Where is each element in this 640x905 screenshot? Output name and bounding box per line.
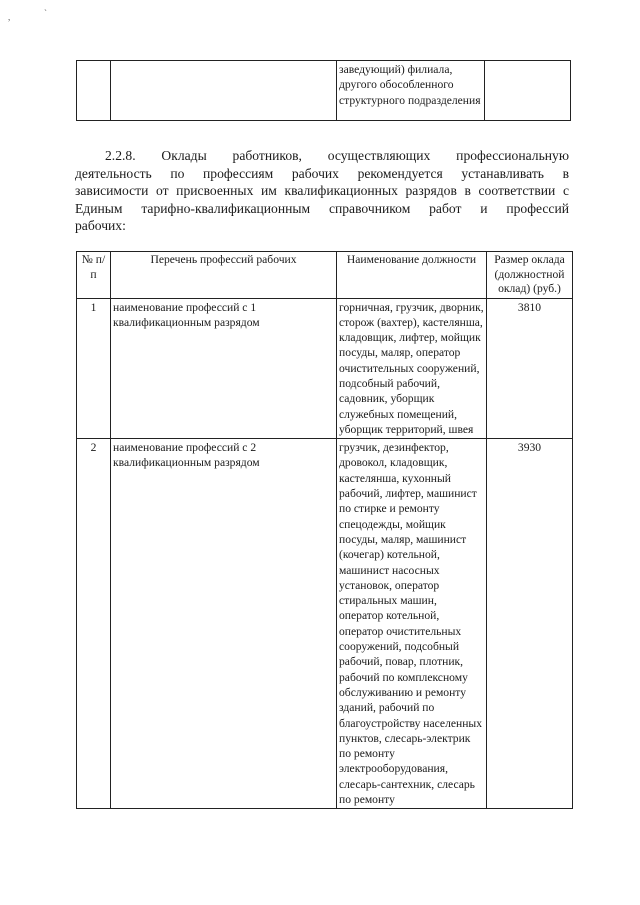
header-salary: Размер оклада (должностной оклад) (руб.): [487, 252, 573, 299]
paragraph-line: Единым тарифно-квалификационным справочником работ и профессий: [75, 200, 569, 216]
row-positions: грузчик, дезинфектор, дровокол, кладовщик, кастелянша, кухонный рабочий, лифтер, машинист по стирке и ремонту спецодежды, мойщик посуды, маляр, машинист (кочегар) котельной, машинист насосных установок, оператор стиральных машин, оператор котельной, оператор очистительных сооружений, подсобный рабочий, повар, плотник, рабочий по комплексному обслуживанию и ремонту зданий, рабочий по благоустройству населенных пунктов, слесарь-электрик по ремонту электрооборудования, слесарь-сантехник, слесарь по ремонту: [337, 439, 487, 809]
paragraph-line: 2.2.8. Оклады работников, осуществляющих профессиональную: [105, 148, 569, 163]
table-row: [77, 61, 571, 121]
table-cell: [77, 61, 111, 121]
header-number: № п/п: [77, 252, 111, 299]
table-cell: заведующий) филиала, другого обособленного структурного подразделения: [337, 61, 485, 121]
paragraph-2-2-8: [75, 147, 569, 235]
table-header-row: [77, 252, 573, 299]
paragraph-line: зависимости от присвоенных им квалификационных разрядов в соответствии с: [75, 183, 569, 199]
row-number: 1: [77, 298, 111, 439]
row-salary: 3930: [487, 439, 573, 809]
salary-table: [76, 251, 573, 809]
header-position: Наименование должности: [337, 252, 487, 299]
row-professions: наименование профессий с 2 квалификационным разрядом: [111, 439, 337, 809]
row-number: 2: [77, 439, 111, 809]
header-professions: Перечень профессий рабочих: [111, 252, 337, 299]
table-cell: [111, 61, 337, 121]
row-salary: 3810: [487, 298, 573, 439]
row-professions: наименование профессий с 1 квалификационным разрядом: [111, 298, 337, 439]
scan-mark: ,: [8, 12, 11, 22]
paragraph-line: деятельность по профессиям рабочих рекомендуется устанавливать в: [75, 165, 569, 181]
table-row: [77, 439, 573, 809]
continued-table: [76, 60, 571, 121]
scan-mark: `: [44, 8, 47, 18]
table-cell: [485, 61, 571, 121]
row-positions: горничная, грузчик, дворник, сторож (вахтер), кастелянша, кладовщик, лифтер, мойщик посуды, маляр, оператор очистительных сооружений, подсобный рабочий, садовник, уборщик служебных помещений, уборщик территорий, швея: [337, 298, 487, 439]
table-row: [77, 298, 573, 439]
paragraph-line: рабочих:: [75, 218, 126, 234]
